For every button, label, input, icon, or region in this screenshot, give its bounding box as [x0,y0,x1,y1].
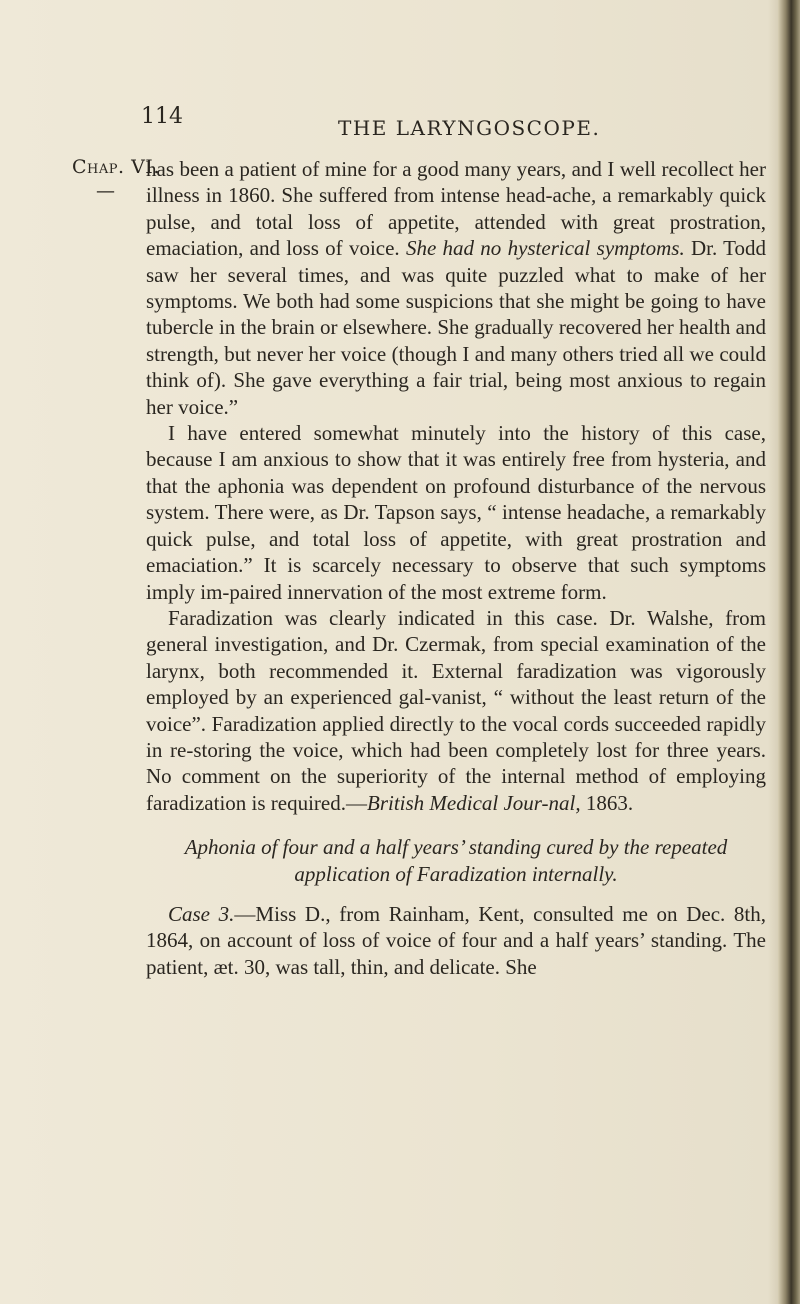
paragraph-4-text: —Miss D., from Rainham, Kent, consulted me on Dec. 8th, 1864, on account of loss of voice of four and a half years’ standing. The patient, æt. 30, was tall, thin, and delicate. She [146,901,766,979]
paragraph-3-text: Faradization was clearly indicated in this case. Dr. Walshe, from general investigation, and Dr. Czermak, from special examination of the larynx, both recommended it. External faradization was vigorously employed by an experienced gal-vanist, “ without the least return of the voice”. Faradization applied directly to the vocal cords succeeded rapidly in re-storing the voice, which had been completely lost for three years. No comment on the superiority of the internal method of employing faradization is required.— [146,605,766,815]
paragraph-3 [146,605,766,816]
page-header [0,104,800,140]
paragraph-1-text-a: has been a patient of mine for a good many years, and I well recollect her illness in 1860. She suffered from intense head-ache, a remarkably quick pulse, and total loss of appetite, attended with great prostration, emaciation, and loss of voice. [146,157,766,261]
page-edge [778,0,800,1304]
paragraph-4 [146,901,766,980]
margin-dash: — [96,180,115,202]
paragraph-1-italic: She had no hysterical symptoms. [405,236,685,261]
chapter-label: Chap. VI. [72,156,160,178]
citation-year: 1863. [580,790,634,815]
section-title: Aphonia of four and a half years’ standing cured by the repeated application of Faradization internally. [184,835,728,886]
body-text [146,156,766,980]
case-label: Case 3. [168,901,235,926]
paragraph-1 [146,156,766,420]
citation-journal: British Medical Jour-nal, [367,790,581,815]
page-number: 114 [141,104,183,129]
paragraph-1-text-b: Dr. Todd saw her several times, and was quite puzzled what to make of her symptoms. We both had some suspicions that she might be going to have tubercle in the brain or elsewhere. She gradually recovered her health and strength, but never her voice (though I and many others tried all we could think of). She gave everything a fair trial, being most anxious to regain her voice.” [146,236,767,419]
running-title: THE LARYNGOSCOPE. [338,116,601,140]
paragraph-2: I have entered somewhat minutely into the history of this case, because I am anxious to show that it was entirely free from hysteria, and that the aphonia was dependent on profound disturbance of the nervous system. There were, as Dr. Tapson says, “ intense headache, a remarkably quick pulse, and total loss of appetite, with great prostration and emaciation.” It is scarcely necessary to observe that such symptoms imply im-paired innervation of the most extreme form. [146,421,766,604]
